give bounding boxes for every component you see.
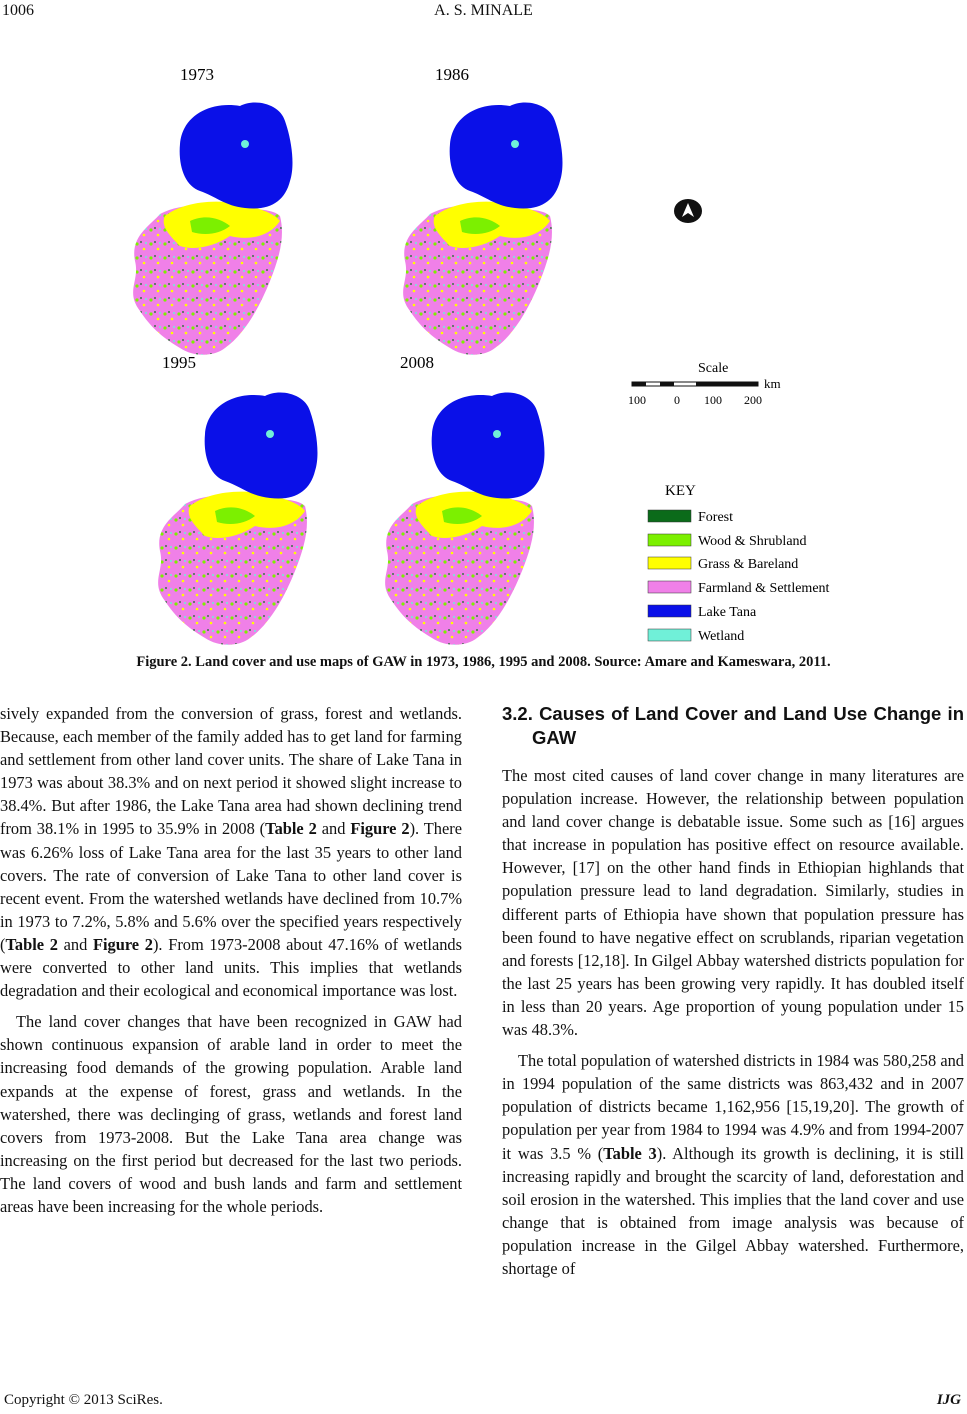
scale-unit: km [764,376,781,391]
legend-swatch-wetland [648,629,691,641]
legend-label-forest: Forest [698,510,733,525]
table-2-link[interactable]: Table 2 [265,819,317,839]
scale-bar [632,382,758,386]
scale-tick-2: 0 [674,393,680,407]
figure-caption: Figure 2. Land cover and use maps of GAW in 1973, 1986, 1995 and 2008. Source: Amare and Kameswara, 2011. [136,654,831,670]
legend [648,510,830,644]
legend-swatch-grass [648,557,691,569]
map-year-1973: 1973 [180,65,214,84]
scale-tick-4: 200 [744,393,762,407]
key-title: KEY [665,483,696,499]
map-year-1995: 1995 [162,353,196,372]
scale-tick-1: 100 [628,393,646,407]
scale-title: Scale [698,361,729,376]
legend-swatch-forest [648,510,691,522]
legend-label-wood: Wood & Shrubland [698,534,807,549]
legend-swatch-farmland [648,581,691,593]
map-year-1986: 1986 [435,65,469,84]
table-2-link[interactable]: Table 2 [5,934,58,954]
running-head: A. S. MINALE [434,2,533,19]
map-year-2008: 2008 [400,353,434,372]
legend-label-lake: Lake Tana [698,605,757,620]
figure-2 [110,58,870,650]
map-1973 [133,102,292,354]
left-column [0,702,462,1226]
legend-swatch-lake [648,605,691,617]
legend-swatch-wood [648,534,691,546]
page-number: 1006 [2,2,34,19]
legend-label-farmland: Farmland & Settlement [698,581,830,596]
figure-2-link[interactable]: Figure 2 [92,934,153,954]
map-1995 [158,392,317,644]
section-heading: 3.2. Causes of Land Cover and Land Use Change in GAW [502,703,964,748]
legend-label-wetland: Wetland [698,629,745,644]
figure-2-link[interactable]: Figure 2 [350,819,410,839]
right-column [502,702,964,1288]
scale-tick-3: 100 [704,393,722,407]
journal-abbrev: IJG [936,1392,961,1408]
map-1986 [403,102,562,354]
paragraph: The total population of watershed districts in 1984 was 580,258 and in 1994 population of the same districts was 863,432 and in 2007 population of districts became 1,162,956 [15,19,20]. The growth of population per year from 1984 to 1994 was 4.9% and from 1994-2007 it was 3.5 % (Table 3). Although its growth is declining, it is still increasing rapidly and brought the scarcity of land, deforestation and soil erosion in the watershed. This implies that the land cover and use change that is obtained from image analysis was because of population increase in the Gilgel Abbay watershed. Furthermore, shortage of [502,1051,964,1278]
paragraph: sively expanded from the conversion of grass, forest and wetlands. Because, each member of the family added has to get land for farming and settlement from other land cover units. The share of Lake Tana in 1973 was about 38.3% and on next period it showed slight increase to 38.4%. But after 1986, the Lake Tana area had shown declining trend from 38.1% in 1995 to 35.9% in 2008 (Table 2 and Figure 2). There was 6.26% loss of Lake Tana area for the last 35 years to other land covers. The rate of conversion of Lake Tana to other land cover is recent event. From the watershed wetlands have declined from 10.7% in 1973 to 7.2%, 5.8% and 5.6% over the specified years respectively (Table 2 and Figure 2). From 1973-2008 about 47.16% of wetlands were converted to other land units. This implies that wetlands degradation and their ecological and economical importance was lost. [0,704,462,1001]
north-arrow-icon [674,199,702,223]
paragraph: The most cited causes of land cover change in many literatures are population increase. However, the relationship between population and land cover change is debatable issue. Some such as [16] argues that increase in population has positive effect on resource available. However, [17] on the other hand finds in Ethiopian highlands that population pressure lead to land degradation. Similarly, studies in different parts of Ethiopia have shown that population pressure has been found to have negative effect on scrublands, riparian vegetation and forests [12,18]. In Gilgel Abbay watershed districts population for the last 25 years has been growing very rapidly. It has doubled itself in less than 20 years. Age proportion of young population under 15 was 48.3%. [502,766,964,1040]
table-3-link[interactable]: Table 3 [603,1143,657,1163]
legend-label-grass: Grass & Bareland [698,557,799,572]
copyright: Copyright © 2013 SciRes. [4,1392,163,1408]
paragraph: The land cover changes that have been recognized in GAW had shown continuous expansion of arable land in order to meet the increasing food demands of the growing population. Arable land expands at the expense of forest, grass and wetlands. In the watershed, there was declinging of grass, wetlands and forest land covers from 1973-2008. But the Lake Tana area change was increasing on the first period but decreased for the last two periods. The land covers of wood and bush lands and farm and settlement areas have been increasing for the whole periods. [0,1012,462,1216]
map-2008 [385,392,544,644]
